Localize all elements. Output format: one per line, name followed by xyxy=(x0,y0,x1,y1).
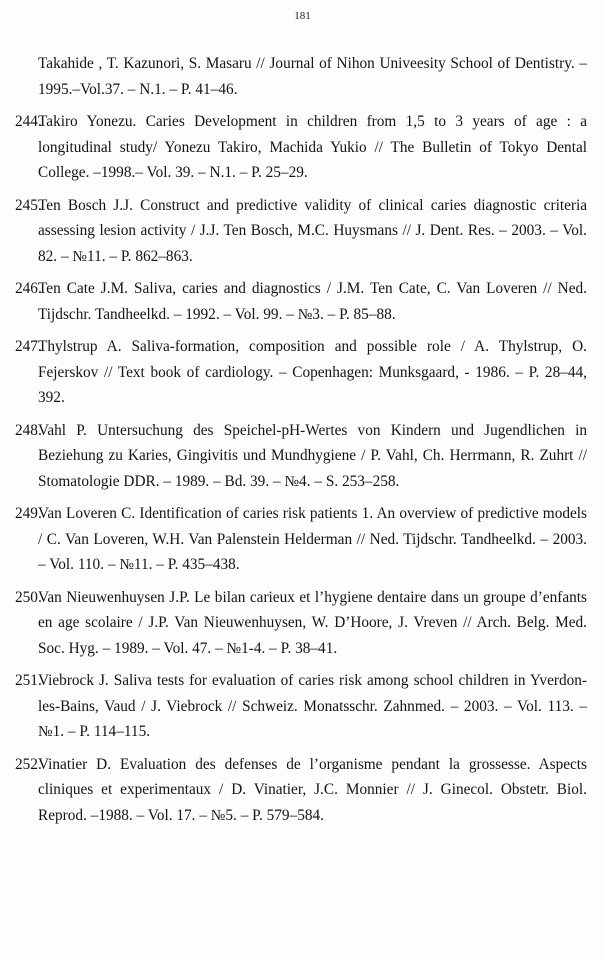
reference-number: 250. xyxy=(15,588,42,606)
reference-number: 245. xyxy=(15,196,42,214)
reference-list xyxy=(0,51,605,835)
reference-text: Viebrock J. Saliva tests for evaluation of caries risk among school children in Yverdon-les-Bains, Vaud / J. Viebrock // Schweiz. Monatsschr. Zahnmed. – 2003. – Vol. 113. – №1. – P. 114–115. xyxy=(38,672,587,740)
reference-text: Ten Bosch J.J. Construct and predictive validity of clinical caries diagnostic criteria assessing lesion activity / J.J. Ten Bosch, M.C. Huysmans // J. Dent. Res. – 2003. – Vol. 82. – №11. – P. 862–863. xyxy=(38,196,587,265)
reference-number: 248. xyxy=(15,421,42,439)
reference-entry xyxy=(0,193,605,270)
reference-entry xyxy=(0,334,605,411)
reference-text: Van Loveren C. Identification of caries risk patients 1. An overview of predictive models / C. Van Loveren, W.H. Van Palenstein Helderman // Ned. Tijdschr. Tandheelkd. – 2003. – Vol. 110. – №11. – P. 435–438. xyxy=(38,505,587,573)
reference-text: Van Nieuwenhuysen J.P. Le bilan carieux et l’hygiene dentaire dans un groupe d’enfants en age scolaire / J.P. Van Nieuwenhuysen, W. D’Hoore, J. Vreven // Arch. Belg. Med. Soc. Hyg. – 1989. – Vol. 47. – №1-4. – P. 38–41. xyxy=(38,588,587,657)
reference-number: 246. xyxy=(15,280,42,297)
reference-text: Vahl P. Untersuchung des Speichel-pH-Wertes von Kindern und Jugendlichen in Beziehung zu Karies, Gingivitis und Mundhygiene / P. Vahl, Ch. Herrmann, R. Zuhrt // Stomatologie DDR. – 1989. – Bd. 39. – №4. – S. 253–258. xyxy=(38,421,587,490)
reference-entry xyxy=(0,276,605,327)
reference-entry xyxy=(0,418,605,495)
reference-text: Vinatier D. Evaluation des defenses de l’organisme pendant la grossesse. Aspects cliniques et experimentaux / D. Vinatier, J.C. Monnier // J. Ginecol. Obstetr. Biol. Reprod. –1988. – Vol. 17. – №5. – P. 579–584. xyxy=(38,755,587,824)
reference-entry xyxy=(0,752,605,829)
reference-text: Takahide , T. Kazunori, S. Masaru // Journal of Nihon Univeesity School of Dentistry. – 1995.–Vol.37. – N.1. – P. 41–46. xyxy=(38,55,587,98)
reference-text: Thylstrup A. Saliva-formation, composition and possible role / A. Thylstrup, O. Fejerskov // Text book of cardiology. – Copenhagen: Munksgaard, - 1986. – P. 28–44, 392. xyxy=(38,338,587,406)
reference-entry xyxy=(0,501,605,578)
reference-text: Ten Cate J.M. Saliva, caries and diagnostics / J.M. Ten Cate, C. Van Loveren // Ned. Tijdschr. Tandheelkd. – 1992. – Vol. 99. – №3. – P. 85–88. xyxy=(38,280,587,323)
reference-number: 244. xyxy=(15,113,42,130)
reference-entry xyxy=(0,668,605,745)
reference-number: 251. xyxy=(15,672,42,689)
reference-number: 247. xyxy=(15,338,42,355)
reference-entry xyxy=(0,109,605,186)
reference-text: Takiro Yonezu. Caries Development in children from 1,5 to 3 years of age : a longitudinal study/ Yonezu Takiro, Machida Yukio // The Bulletin of Tokyo Dental College. –1998.– Vol. 39. – N.1. – P. 25–29. xyxy=(38,113,587,181)
reference-continuation xyxy=(0,51,605,102)
reference-number: 249. xyxy=(15,505,42,522)
page-number: 181 xyxy=(294,10,311,22)
reference-number: 252. xyxy=(15,755,42,773)
reference-entry xyxy=(0,585,605,662)
